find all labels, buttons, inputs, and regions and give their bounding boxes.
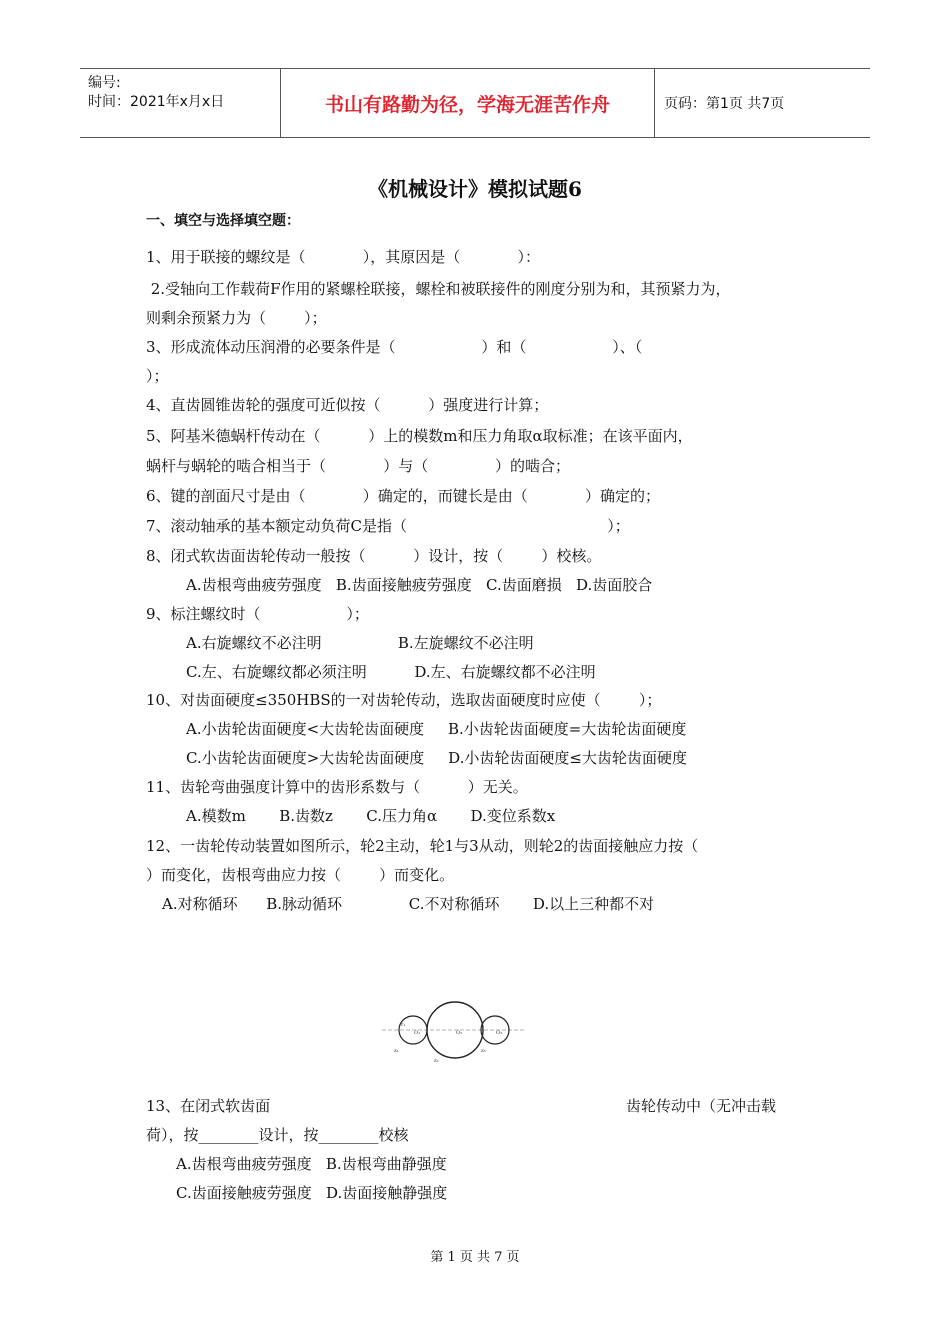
gear-label: O₁ xyxy=(414,1030,421,1036)
question-line: 5、阿基米德蜗杆传动在（ ）上的模数m和压力角取α取标准；在该平面内， xyxy=(146,427,693,445)
question-line: 则剩余预紧力为（ ）； xyxy=(146,309,327,327)
page-footer: 第 1 页 共 7 页 xyxy=(430,1250,520,1265)
question-line: 1、用于联接的螺纹是（ ），其原因是（ ）： xyxy=(146,248,540,266)
question-line: 7、滚动轴承的基本额定动负荷C是指（ ）； xyxy=(146,517,630,535)
option-line: C.左、右旋螺纹都必须注明 D.左、右旋螺纹都不必注明 xyxy=(186,663,596,681)
question-line: 8、闭式软齿面齿轮传动一般按（ ）设计，按（ ）校核。 xyxy=(146,547,602,565)
page-title: 《机械设计》模拟试题6 xyxy=(368,177,582,201)
question-line: 齿轮传动中（无冲击载 xyxy=(626,1097,777,1115)
time-label: 时间：2021年x月x日 xyxy=(88,94,225,110)
option-line: A.小齿轮齿面硬度<大齿轮齿面硬度 B.小齿轮齿面硬度=大齿轮齿面硬度 xyxy=(186,720,687,738)
section-heading: 一、填空与选择填空题： xyxy=(146,213,300,229)
question-line: 10、对齿面硬度≤350HBS的一对齿轮传动，选取齿面硬度时应使（ ）； xyxy=(146,691,662,709)
header-left-cell xyxy=(80,69,280,137)
option-line: A.右旋螺纹不必注明 B.左旋螺纹不必注明 xyxy=(186,634,534,652)
question-line: 4、直齿圆锥齿轮的强度可近似按（ ）强度进行计算； xyxy=(146,396,549,414)
gear-label: O₂ xyxy=(456,1030,463,1036)
gear-label: z₂ xyxy=(434,1058,439,1064)
question-line: 蜗杆与蜗轮的啮合相当于（ ）与（ ）的啮合； xyxy=(146,457,570,475)
option-line: C.齿面接触疲劳强度 D.齿面接触静强度 xyxy=(176,1184,448,1202)
gear-label: r₁ xyxy=(401,1022,406,1028)
question-line: 2.受轴向工作载荷F作用的紧螺栓联接，螺栓和被联接件的刚度分别为和，其预紧力为， xyxy=(146,280,731,298)
page-info: 页码：第1页 共7页 xyxy=(664,96,785,112)
question-line: 6、键的剖面尺寸是由（ ）确定的，而键长是由（ ）确定的； xyxy=(146,487,660,505)
question-line: 3、形成流体动压润滑的必要条件是（ ）和（ ）、（ xyxy=(146,338,643,356)
gear-label: z₁ xyxy=(394,1048,399,1054)
question-line: 13、在闭式软齿面 xyxy=(146,1097,271,1115)
question-line: 9、标注螺纹时（ ）； xyxy=(146,605,369,623)
motto: 书山有路勤为径，学海无涯苦作舟 xyxy=(280,69,655,137)
option-line: A.模数m B.齿数z C.压力角α D.变位系数x xyxy=(186,807,556,825)
gear-diagram xyxy=(380,990,530,1070)
question-line: ）而变化，齿根弯曲应力按（ ）而变化。 xyxy=(146,866,455,884)
option-line: C.小齿轮齿面硬度>大齿轮齿面硬度 D.小齿轮齿面硬度≤大齿轮齿面硬度 xyxy=(186,749,687,767)
gear-label: O₃ xyxy=(496,1030,503,1036)
option-line: A.齿根弯曲疲劳强度 B.齿面接触疲劳强度 C.齿面磨损 D.齿面胶合 xyxy=(186,576,653,594)
question-line: 12、一齿轮传动装置如图所示，轮2主动，轮1与3从动，则轮2的齿面接触应力按（ xyxy=(146,837,699,855)
question-line: 荷），按________设计，按________校核 xyxy=(146,1126,409,1144)
option-line: A.对称循环 B.脉动循环 C.不对称循环 D.以上三种都不对 xyxy=(162,895,655,913)
header-table xyxy=(80,68,870,138)
question-line: ）； xyxy=(146,367,169,385)
number-label: 编号: xyxy=(88,75,121,91)
question-line: 11、齿轮弯曲强度计算中的齿形系数与（ ）无关。 xyxy=(146,778,528,796)
gear-label: z₃ xyxy=(481,1048,486,1054)
option-line: A.齿根弯曲疲劳强度 B.齿根弯曲静强度 xyxy=(176,1155,447,1173)
